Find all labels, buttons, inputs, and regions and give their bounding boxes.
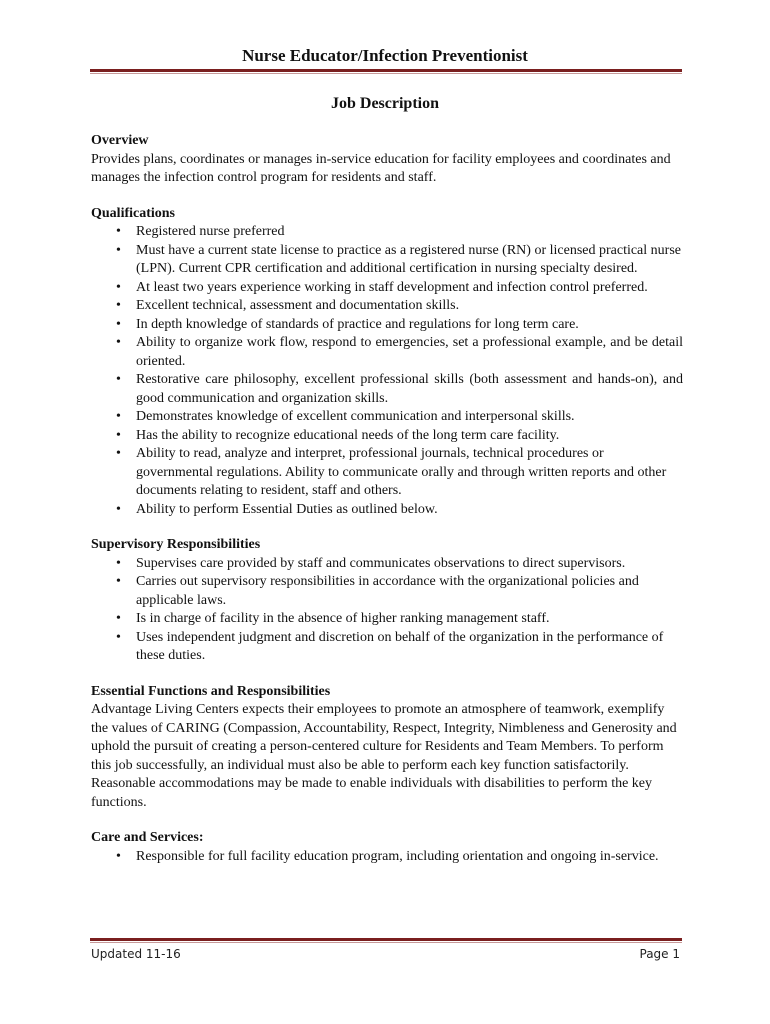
bullet-icon: • <box>116 611 121 626</box>
list-item <box>91 629 683 666</box>
section-heading: Supervisory Responsibilities <box>91 537 261 552</box>
footer-page-number: Page 1 <box>639 947 680 961</box>
care-list <box>91 848 683 867</box>
bullet-icon: • <box>116 279 121 295</box>
bullet-icon: • <box>116 446 121 461</box>
list-item <box>91 297 683 316</box>
list-item-text: Must have a current state license to practice as a registered nurse (RN) or licensed practical nurse (LPN). Current CPR certification and additional certification in nursing specialty desired. <box>136 242 681 276</box>
bullet-icon: • <box>116 629 121 645</box>
document-body <box>91 132 683 883</box>
bullet-icon: • <box>116 224 121 239</box>
bullet-icon: • <box>116 316 121 332</box>
list-item-text: Is in charge of facility in the absence of higher ranking management staff. <box>136 611 550 626</box>
list-item <box>91 334 683 371</box>
list-item <box>91 279 683 298</box>
list-item <box>91 848 683 867</box>
list-item-text: Ability to perform Essential Duties as outlined below. <box>136 501 438 517</box>
bullet-icon: • <box>116 335 121 350</box>
bullet-icon: • <box>116 574 121 589</box>
list-item-text: Ability to organize work flow, respond to emergencies, set a professional example, and be detail oriented. <box>136 335 683 369</box>
document-subtitle: Job Description <box>331 95 439 112</box>
bullet-icon: • <box>116 409 121 424</box>
list-item <box>91 371 683 408</box>
footer-rule <box>90 938 682 943</box>
bullet-icon: • <box>116 427 121 443</box>
list-item <box>91 573 683 610</box>
footer-updated: Updated 11-16 <box>91 947 181 961</box>
list-item <box>91 555 683 574</box>
essential-section <box>91 683 683 813</box>
list-item-text: Has the ability to recognize educational needs of the long term care facility. <box>136 427 560 443</box>
qualifications-section <box>91 205 683 520</box>
bullet-icon: • <box>116 372 121 387</box>
list-item <box>91 316 683 335</box>
list-item <box>91 445 683 501</box>
list-item <box>91 427 683 446</box>
section-heading: Overview <box>91 133 149 148</box>
list-item-text: At least two years experience working in staff development and infection control preferred. <box>136 279 648 295</box>
qualifications-list <box>91 223 683 519</box>
list-item-text: Registered nurse preferred <box>136 224 285 239</box>
list-item-text: Supervises care provided by staff and communicates observations to direct supervisors. <box>136 555 626 571</box>
bullet-icon: • <box>116 501 121 517</box>
list-item-text: Excellent technical, assessment and documentation skills. <box>136 298 460 313</box>
section-heading: Qualifications <box>91 205 176 221</box>
document-title: Nurse Educator/Infection Preventionist <box>242 46 528 65</box>
header-rule <box>90 69 682 74</box>
list-item-text: Demonstrates knowledge of excellent communication and interpersonal skills. <box>136 409 575 424</box>
list-item-text: Responsible for full facility education program, including orientation and ongoing in-service. <box>136 848 659 864</box>
section-heading: Care and Services: <box>91 830 204 845</box>
supervisory-section <box>91 536 683 666</box>
list-item <box>91 223 683 242</box>
list-item-text: In depth knowledge of standards of practice and regulations for long term care. <box>136 316 579 332</box>
list-item-text: Uses independent judgment and discretion on behalf of the organization in the performance of these duties. <box>136 629 664 663</box>
list-item-text: Carries out supervisory responsibilities in accordance with the organizational policies and applicable laws. <box>136 574 639 608</box>
bullet-icon: • <box>116 242 121 258</box>
list-item <box>91 408 683 427</box>
care-section <box>91 829 683 866</box>
overview-text: Provides plans, coordinates or manages in-service education for facility employees and coordinates and manages the infection control program for residents and staff. <box>91 151 671 185</box>
list-item-text: Restorative care philosophy, excellent professional skills (both assessment and hands-on), and good communication and organization skills. <box>136 372 683 406</box>
list-item <box>91 501 683 520</box>
bullet-icon: • <box>116 298 121 313</box>
list-item <box>91 610 683 629</box>
section-heading: Essential Functions and Responsibilities <box>91 683 331 699</box>
bullet-icon: • <box>116 848 121 864</box>
essential-text: Advantage Living Centers expects their employees to promote an atmosphere of teamwork, exemplify the values of CARING (Compassion, Accountability, Respect, Integrity, Nimbleness and Generosity and uphold the pursuit of creating a person-centered culture for Residents and Team Members. To perform this job successfully, an individual must also be able to perform each key function satisfactorily. Reasonable accommodations may be made to enable individuals with disabilities to perform the key functions. <box>91 702 677 810</box>
list-item-text: Ability to read, analyze and interpret, professional journals, technical procedures or governmental regulations. Ability to communicate orally and through written reports and other documents relating to resident, staff and others. <box>136 446 667 498</box>
overview-section <box>91 132 683 188</box>
supervisory-list <box>91 555 683 666</box>
bullet-icon: • <box>116 555 121 571</box>
list-item <box>91 242 683 279</box>
